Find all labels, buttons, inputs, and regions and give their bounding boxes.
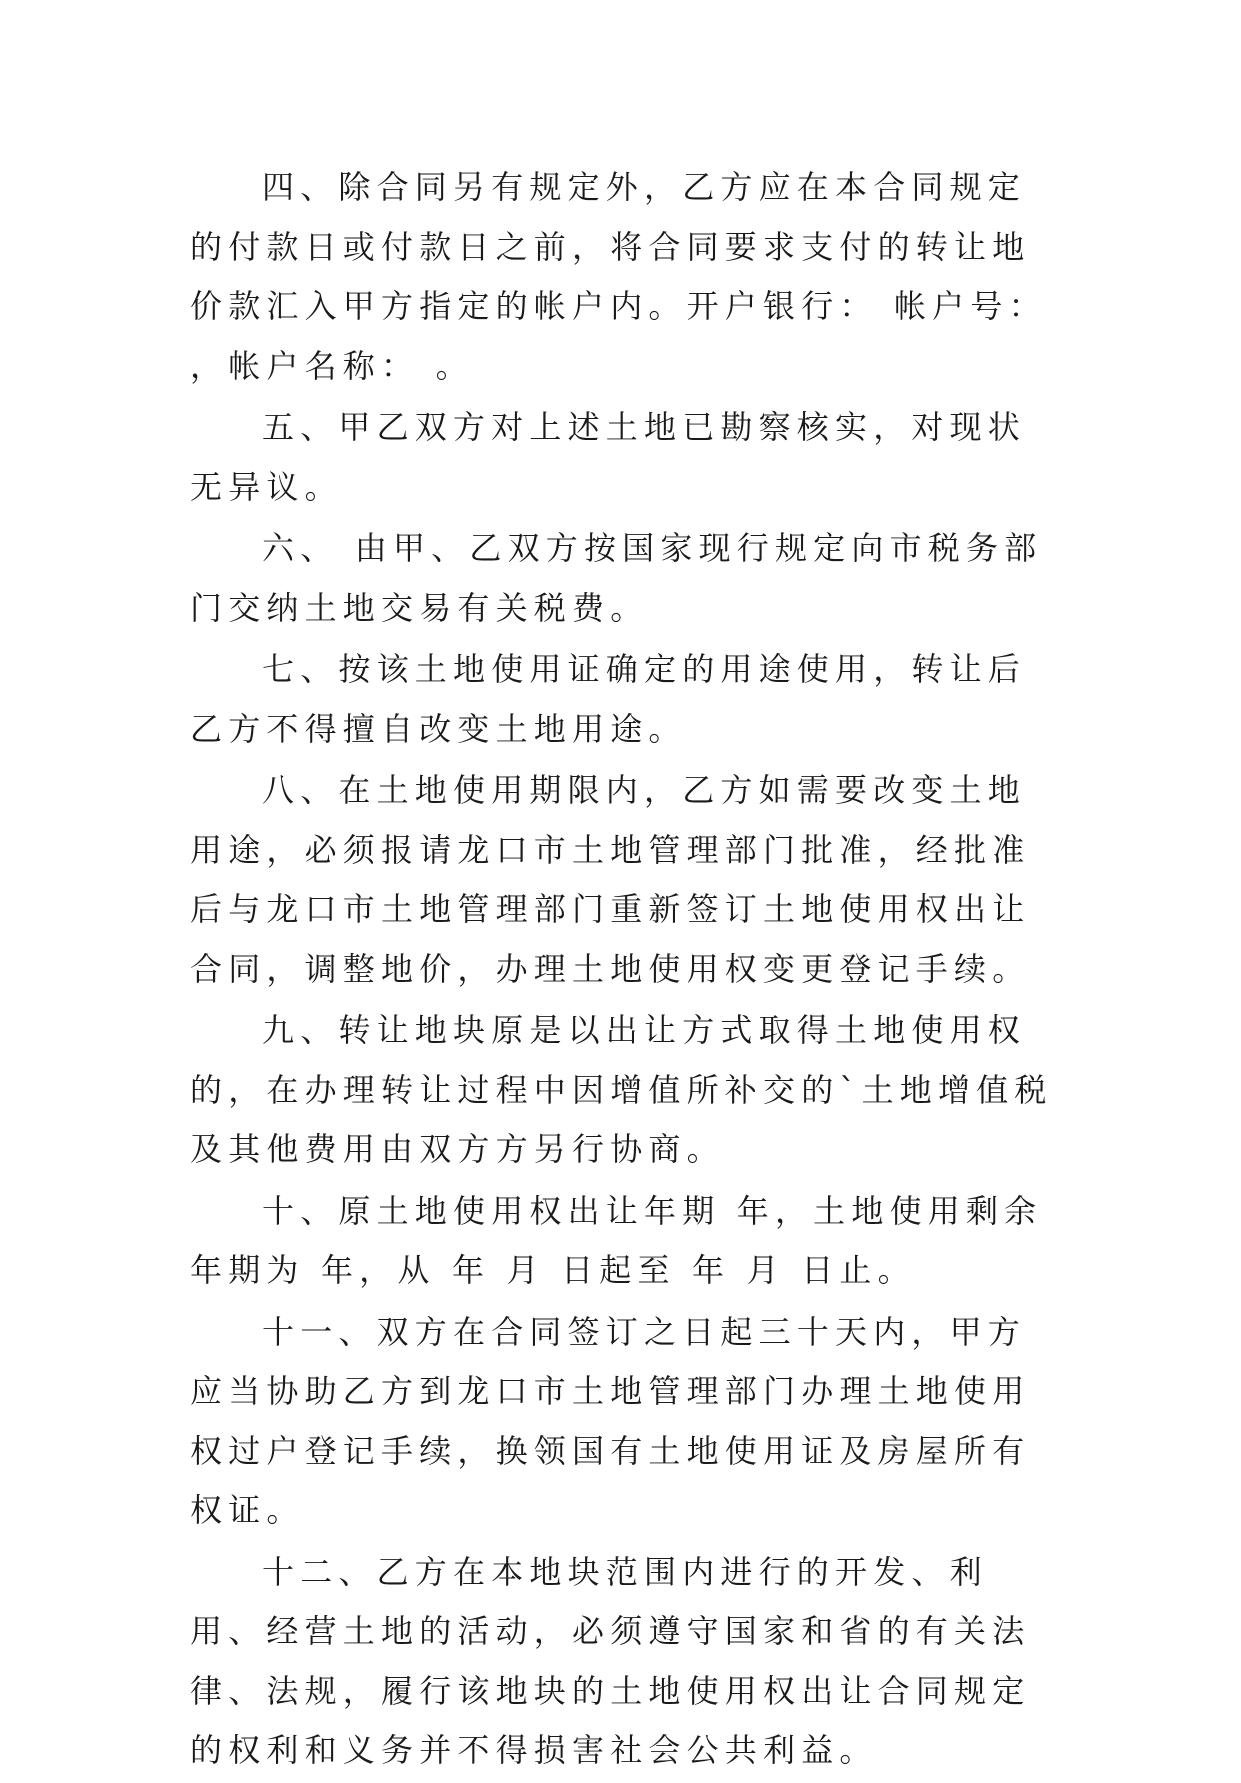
clause-7-paragraph: 七、按该土地使用证确定的用途使用，转让后乙方不得擅自改变土地用途。 xyxy=(190,650,1027,748)
clause-6-paragraph: 六、 由甲、乙双方按国家现行规定向市税务部门交纳土地交易有关税费。 xyxy=(190,529,1043,627)
clause-5-paragraph: 五、甲乙双方对上述土地已勘察核实，对现状无异议。 xyxy=(190,408,1027,506)
clause-8-paragraph: 八、在土地使用期限内，乙方如需要改变土地用途，必须报请龙口市土地管理部门批准，经批准后与龙口市土地管理部门重新签订土地使用权出让合同，调整地价，办理土地使用权变更登记手续。 xyxy=(190,771,1031,988)
clause-9-paragraph: 九、转让地块原是以出让方式取得土地使用权的，在办理转让过程中因增值所补交的`土地增值税及其他费用由双方方另行协商。 xyxy=(190,1011,1053,1168)
clause-12-paragraph: 十二、乙方在本地块范围内进行的开发、利用、经营土地的活动，必须遵守国家和省的有关法律、法规，履行该地块的土地使用权出让合同规定的权利和义务并不得损害社会公共利益。 xyxy=(190,1552,1031,1769)
clause-11-paragraph: 十一、双方在合同签订之日起三十天内，甲方应当协助乙方到龙口市土地管理部门办理土地使用权过户登记手续，换领国有土地使用证及房屋所有权证。 xyxy=(190,1312,1031,1529)
clause-10-paragraph: 十、原土地使用权出让年期 年，土地使用剩余年期为 年，从 年 月 日起至 年 月 日止。 xyxy=(190,1191,1043,1289)
document-body xyxy=(190,158,1060,1783)
clause-4-paragraph: 四、除合同另有规定外，乙方应在本合同规定的付款日或付款日之前，将合同要求支付的转让地价款汇入甲方指定的帐户内。开户银行： 帐户号： ，帐户名称： 。 xyxy=(190,168,1047,385)
